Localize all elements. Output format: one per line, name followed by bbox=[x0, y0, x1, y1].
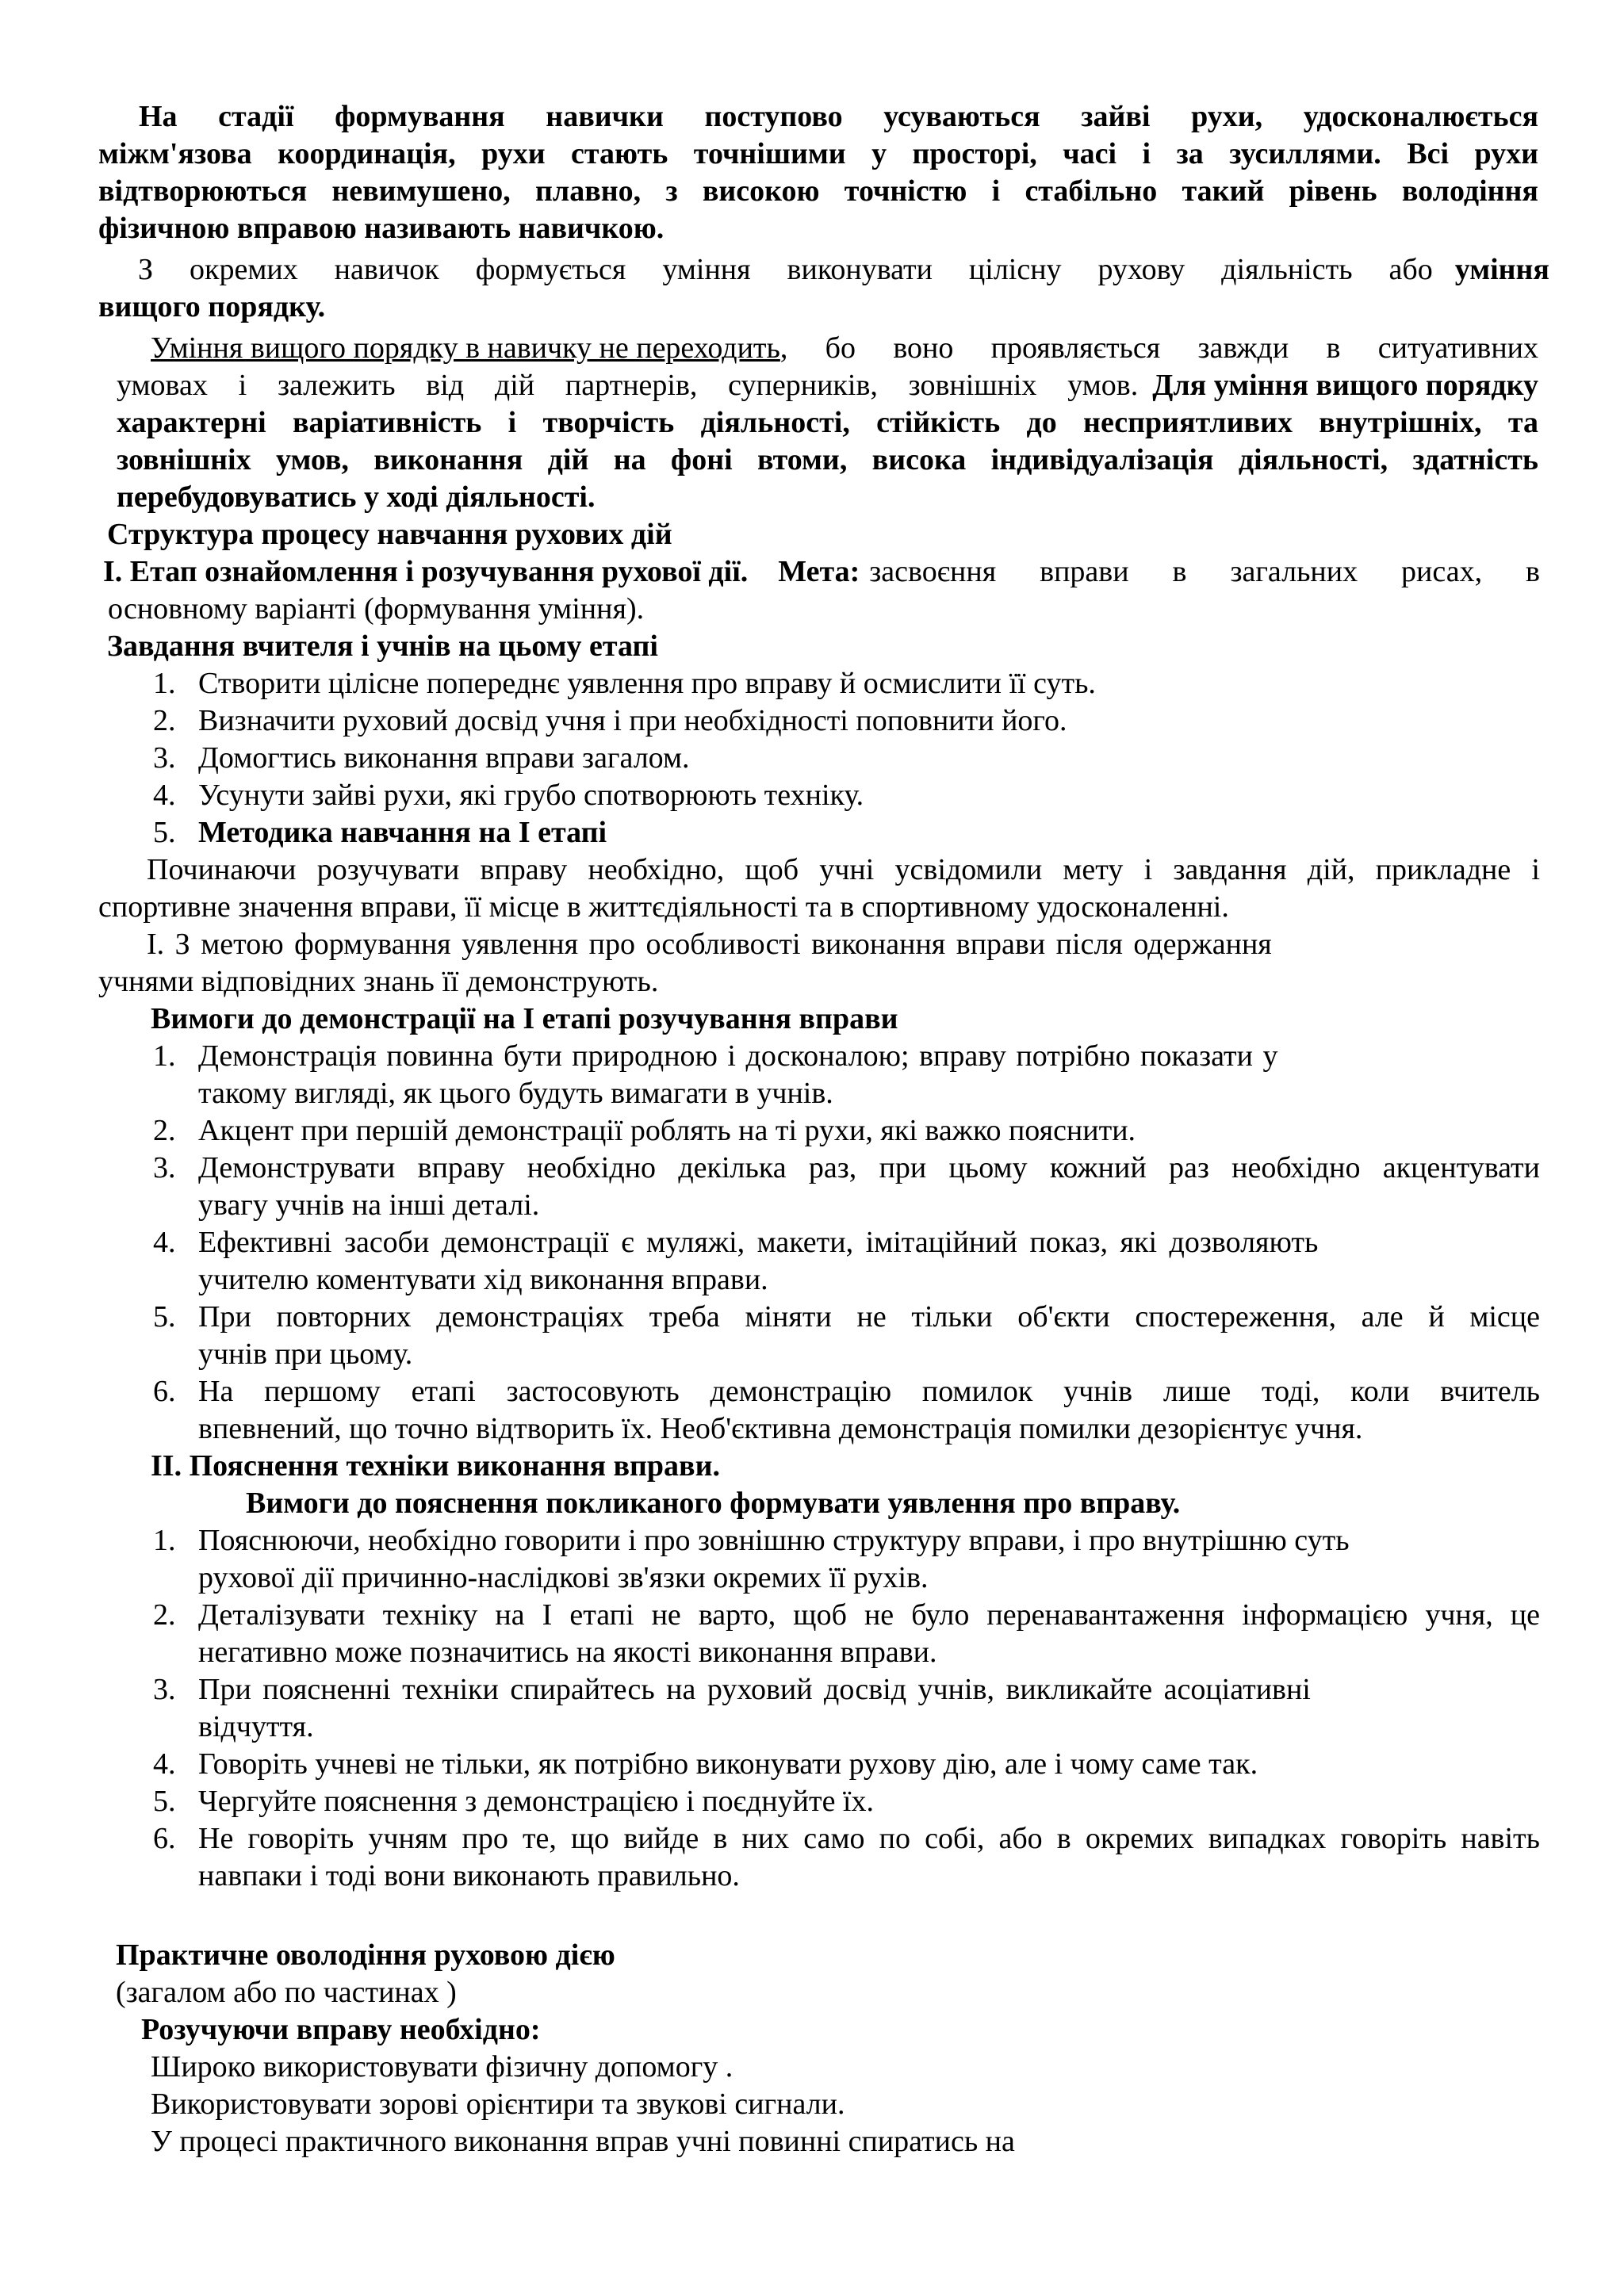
paragraph-2-line-2: вищого порядку. bbox=[98, 290, 326, 323]
explain-1-number: 1. bbox=[153, 1524, 176, 1557]
demo-3-line-2: увагу учнів на інші деталі. bbox=[198, 1188, 540, 1222]
tasks-heading: Завдання вчителя і учнів на цьому етапі bbox=[107, 629, 658, 663]
task-3-text: Домогтись виконання вправи загалом. bbox=[198, 741, 690, 775]
demo-1-number: 1. bbox=[153, 1039, 176, 1073]
explain-5-line-1: Чергуйте пояснення з демонстрацією і поєднуйте їх. bbox=[198, 1785, 874, 1818]
demo-1-line-1: Демонстрація повинна бути природною і досконалою; вправу потрібно показати у bbox=[198, 1039, 1278, 1073]
explain-requirements-heading: Вимоги до пояснення покликаного формувати уявлення про вправу. bbox=[246, 1487, 1181, 1520]
learning-item-1: Широко використовувати фізичну допомогу . bbox=[151, 2050, 733, 2084]
underlined-statement: Уміння вищого порядку в навичку не переходить bbox=[151, 331, 780, 365]
explain-3-line-2: відчуття. bbox=[198, 1710, 314, 1743]
demo-4-number: 4. bbox=[153, 1226, 176, 1259]
paragraph-2-bold-term: уміння bbox=[1454, 253, 1549, 286]
explain-4-number: 4. bbox=[153, 1747, 176, 1781]
paragraph-5-line-1: I. З метою формування уявлення про особливості виконання вправи після одержання bbox=[147, 928, 1272, 961]
explain-2-line-1: Деталізувати техніку на I етапі не варто, щоб не було перенавантаження інформацією учня, це bbox=[198, 1598, 1540, 1632]
stage-1-line-1 bbox=[103, 553, 1540, 591]
paragraph-3-plain: умовах і залежить від дій партнерів, суперників, зовнішніх умов. bbox=[117, 369, 1139, 402]
goal-label: Мета: bbox=[778, 555, 860, 588]
demo-6-line-2: впевнений, що точно відтворить їх. Необ'єктивна демонстрація помилки дезорієнтує учня. bbox=[198, 1412, 1363, 1445]
explain-6-number: 6. bbox=[153, 1822, 176, 1855]
structure-heading: Структура процесу навчання рухових дій bbox=[107, 518, 672, 551]
demo-6-number: 6. bbox=[153, 1375, 176, 1408]
paragraph-1-line-4: фізичною вправою називають навичкою. bbox=[98, 212, 665, 245]
explain-3-line-1: При поясненні техніки спирайтесь на руховий досвід учнів, викликайте асоціативні bbox=[198, 1673, 1311, 1706]
practice-heading: Практичне оволодіння руховою дією bbox=[116, 1938, 615, 1972]
paragraph-3-line-2 bbox=[117, 366, 1538, 404]
demo-6-line-1: На першому етапі застосовують демонстрацію помилок учнів лише тоді, коли вчитель bbox=[198, 1375, 1540, 1408]
explain-2-line-2: негативно може позначитись на якості виконання вправи. bbox=[198, 1636, 937, 1669]
explain-6-line-2: навпаки і тоді вони виконають правильно. bbox=[198, 1859, 740, 1892]
explain-4-line-1: Говоріть учневі не тільки, як потрібно виконувати рухову дію, але і чому саме так. bbox=[198, 1747, 1258, 1781]
paragraph-4-line-2: спортивне значення вправи, її місце в життєдіяльності та в спортивному удосконаленні. bbox=[98, 890, 1229, 924]
task-3-number: 3. bbox=[153, 741, 176, 775]
explain-1-line-1: Пояснюючи, необхідно говорити і про зовнішню структуру вправи, і про внутрішню суть bbox=[198, 1524, 1350, 1557]
task-1-number: 1. bbox=[153, 667, 176, 700]
task-5-text: Методика навчання на I етапі bbox=[198, 816, 607, 849]
paragraph-2-line-1 bbox=[138, 251, 1549, 289]
task-1-text: Створити цілісне попереднє уявлення про вправу й осмислити її суть. bbox=[198, 667, 1096, 700]
learning-item-2: Використовувати зорові орієнтири та звукові сигнали. bbox=[151, 2087, 845, 2121]
demo-2-line-1: Акцент при першій демонстрації роблять на ті рухи, які важко пояснити. bbox=[198, 1114, 1136, 1147]
paragraph-3-continuation: , бо воно проявляється завжди в ситуативних bbox=[779, 331, 1538, 365]
stage-1-line-2: основному варіанті (формування уміння). bbox=[108, 592, 645, 626]
demo-5-line-2: учнів при цьому. bbox=[198, 1337, 413, 1371]
demo-3-number: 3. bbox=[153, 1151, 176, 1184]
demo-1-line-2: такому вигляді, як цього будуть вимагати в учнів. bbox=[198, 1077, 833, 1110]
paragraph-3-line-4: зовнішніх умов, виконання дій на фоні втоми, висока індивідуалізація діяльності, здатність bbox=[117, 443, 1538, 476]
task-4-number: 4. bbox=[153, 779, 176, 812]
stage-1-title: I. Етап ознайомлення і розучування рухової дії. bbox=[103, 555, 749, 588]
task-2-text: Визначити руховий досвід учня і при необхідності поповнити його. bbox=[198, 704, 1067, 737]
paragraph-4-line-1: Починаючи розучувати вправу необхідно, щоб учні усвідомили мету і завдання дій, прикладне і bbox=[147, 853, 1540, 886]
paragraph-3-bold: Для уміння вищого порядку bbox=[1152, 369, 1538, 402]
paragraph-1-line-2: міжм'язова координація, рухи стають точнішими у просторі, часі і за зусиллями. Всі рухи bbox=[98, 137, 1538, 170]
paragraph-3-line-3: характерні варіативність і творчість діяльності, стійкість до несприятливих внутрішніх, та bbox=[117, 406, 1538, 439]
paragraph-1-line-3: відтворюються невимушено, плавно, з високою точністю і стабільно такий рівень володіння bbox=[98, 174, 1538, 208]
demo-2-number: 2. bbox=[153, 1114, 176, 1147]
explain-2-number: 2. bbox=[153, 1598, 176, 1632]
paragraph-1-line-1: На стадії формування навички поступово усуваються зайві рухи, удосконалюється bbox=[139, 100, 1538, 133]
demo-5-number: 5. bbox=[153, 1300, 176, 1334]
demo-heading: Вимоги до демонстрації на I етапі розучування вправи bbox=[151, 1002, 898, 1035]
paragraph-5-line-2: учнями відповідних знань її демонструють. bbox=[98, 965, 659, 998]
learning-item-3: У процесі практичного виконання вправ учні повинні спиратись на bbox=[151, 2125, 1015, 2158]
explain-6-line-1: Не говоріть учням про те, що вийде в них само по собі, або в окремих випадках говоріть навіть bbox=[198, 1822, 1540, 1855]
paragraph-3-line-1 bbox=[151, 329, 1538, 367]
explain-3-number: 3. bbox=[153, 1673, 176, 1706]
task-5-number: 5. bbox=[153, 816, 176, 849]
explain-heading: II. Пояснення техніки виконання вправи. bbox=[151, 1449, 720, 1483]
demo-4-line-2: учителю коментувати хід виконання вправи. bbox=[198, 1263, 768, 1296]
task-4-text: Усунути зайві рухи, які грубо спотворюють техніку. bbox=[198, 779, 864, 812]
paragraph-3-line-5: перебудовуватись у ході діяльності. bbox=[117, 480, 596, 514]
demo-4-line-1: Ефективні засоби демонстрації є муляжі, макети, імітаційний показ, які дозволяють bbox=[198, 1226, 1319, 1259]
goal-text: засвоєння вправи в загальних рисах, в bbox=[869, 555, 1540, 588]
practice-subtitle: (загалом або по частинах ) bbox=[116, 1976, 457, 2009]
demo-5-line-1: При повторних демонстраціях треба міняти не тільки об'єкти спостереження, але й місце bbox=[198, 1300, 1540, 1334]
task-2-number: 2. bbox=[153, 704, 176, 737]
explain-5-number: 5. bbox=[153, 1785, 176, 1818]
explain-1-line-2: рухової дії причинно-наслідкові зв'язки окремих її рухів. bbox=[198, 1561, 929, 1594]
demo-3-line-1: Демонструвати вправу необхідно декілька раз, при цьому кожний раз необхідно акцентувати bbox=[198, 1151, 1540, 1184]
paragraph-2-text: З окремих навичок формується уміння виконувати цілісну рухову діяльність або bbox=[138, 253, 1433, 286]
learning-heading: Розучуючи вправу необхідно: bbox=[141, 2013, 541, 2046]
